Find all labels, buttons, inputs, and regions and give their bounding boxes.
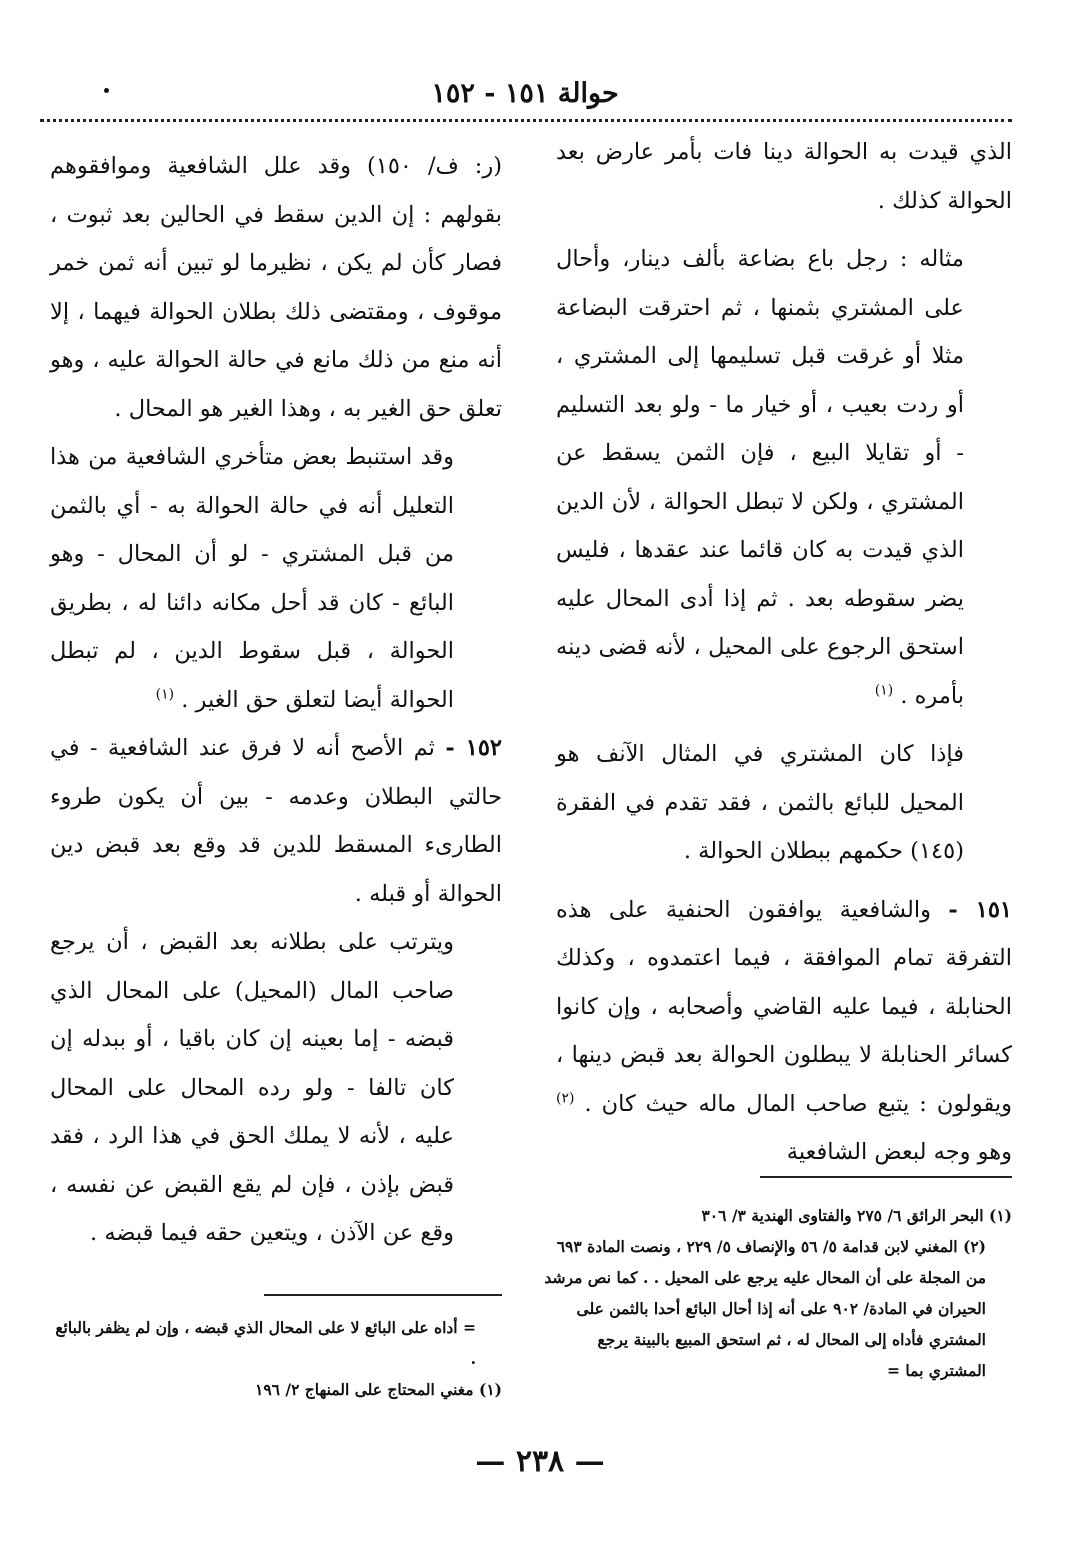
footnote-rule-left — [264, 1294, 502, 1296]
left-column — [50, 142, 502, 1258]
right-paragraph-3 — [556, 730, 1012, 876]
section-151-text: والشافعية يوافقون الحنفية على هذه التفرقة تمام الموافقة ، فيما اعتمدوه ، وكذلك الحنابلة ، فيما عليه القاضي وأصحابه ، وإن كانوا كسائر الحنابلة لا يبطلون الحوالة بعد قبض دينها ، ويقولون : يتبع صاحب المال ماله حيث كان . — [556, 896, 1012, 1117]
header-dot — [104, 88, 109, 93]
footnote-ref-left-1: (١) — [155, 686, 175, 702]
footnote-ref-2: (٢) — [556, 1090, 575, 1106]
right-paragraph-2-text: مثاله : رجل باع بضاعة بألف دينار، وأحال على المشتري بثمنها ، ثم احترقت البضاعة مثلا أو غرقت قبل تسليمها إلى المشتري ، أو ردت بعيب ، أو خيار ما - ولو بعد التسليم - أو تقايلا البيع ، فإن الثمن يسقط عن المشتري ، ولكن لا تبطل الحوالة ، لأن الدين الذي قيدت به كان قائما عند عقدها ، فليس يضر سقوطه بعد . ثم إذا أدى المحال عليه استحق الرجوع على المحيل ، لأنه قضى دينه بأمره . — [556, 246, 964, 709]
section-152-text: ثم الأصح أنه لا فرق عند الشافعية - في حالتي البطلان وعدمه - بين أن يكون طروء الطارىء المسقط للدين قد وقع بعد قبض دين الحوالة أو قبله . — [50, 735, 502, 907]
right-paragraph-3-text: فإذا كان المشتري في المثال الآنف هو المحيل للبائع بالثمن ، فقد تقدم في الفقرة (١٤٥) حكمهم ببطلان الحوالة . — [556, 741, 964, 864]
right-column — [556, 128, 1012, 1177]
section-151 — [556, 886, 1012, 1177]
section-number-152: ١٥٢ - — [445, 735, 503, 761]
section-number-151: ١٥١ - — [948, 896, 1013, 923]
left-paragraph-4-text: ويترتب على بطلانه بعد القبض ، أن يرجع صاحب المال (المحيل) على المحال الذي قبضه - إما بعينه إن كان باقيا ، أو ببدله إن كان تالفا - ولو رده المحال على المحال عليه ، لأنه لا يملك الحق في هذا الرد ، فقد قبض بإذن ، فإن لم يقع القبض عن نفسه ، وقع عن الآذن ، ويتعين حقه فيما قبضه . — [50, 929, 454, 1246]
left-paragraph-4 — [50, 918, 502, 1258]
footnote-right-2: (٢) المغني لابن قدامة ٥/ ٥٦ والإنصاف ٥/ ٢٢٩ ، ونصت المادة ٦٩٣ من المجلة على أن المحال عليه يرجع على المحيل . . كما نص مرشد الحيران في المادة/ ٩٠٢ على أنه إذا أحال البائع أحدا بالثمن على المشتري فأداه إلى المحال له ، ثم استحق المبيع بالبينة يرجع المشتري بما = — [544, 1237, 986, 1380]
header-dotted-rule — [40, 119, 1012, 122]
right-paragraph-2 — [556, 235, 1012, 720]
left-paragraph-1 — [50, 142, 502, 433]
right-paragraph-1 — [556, 128, 1012, 225]
left-paragraph-1-text: (ر: ف/ ١٥٠) وقد علل الشافعية وموافقوهم بقولهم : إن الدين سقط في الحالين بعد ثبوت ، فصار كأن لم يكن ، نظيرما لو تبين أنه ثمن خمر موقوف ، ومقتضى ذلك بطلان الحوالة فيهما ، إلا أنه منع من ذلك مانع في حالة الحوالة عليه ، وهو تعلق حق الغير به ، وهذا الغير هو المحال . — [50, 153, 503, 422]
left-paragraph-2 — [50, 433, 502, 724]
left-paragraph-2-text: وقد استنبط بعض متأخري الشافعية من هذا التعليل أنه في حالة الحوالة به - أي بالثمن من قبل المشتري - لو أن المحال - وهو البائع - كان قد أحل مكانه دائنا له ، بطريق الحوالة ، قبل سقوط الدين ، لم تبطل الحوالة أيضا لتعلق حق الغير . — [50, 444, 454, 713]
footnote-right-1: (١) البحر الرائق ٦/ ٢٧٥ والفتاوى الهندية ٣/ ٣٠٦ — [701, 1206, 1012, 1225]
footnotes-left — [50, 1312, 502, 1405]
page-number: — ٢٣٨ — — [475, 1444, 605, 1479]
running-header: حوالة ١٥١ - ١٥٢ — [431, 78, 619, 109]
footnotes-right — [540, 1200, 1012, 1386]
footnote-left-continuation: = أداه على البائع لا على المحال الذي قبضه ، وإن لم يظفر بالبائع . — [55, 1318, 476, 1368]
section-152 — [50, 724, 502, 918]
section-151-tail: وهو وجه لبعض الشافعية — [786, 1139, 1012, 1165]
footnote-left-1: (١) مغني المحتاج على المنهاج ٢/ ١٩٦ — [255, 1380, 502, 1399]
footnote-rule-right — [760, 1176, 1012, 1178]
footnote-ref-1: (١) — [874, 682, 894, 698]
right-paragraph-1-text: الذي قيدت به الحوالة دينا فات بأمر عارض بعد الحوالة كذلك . — [556, 139, 1012, 214]
